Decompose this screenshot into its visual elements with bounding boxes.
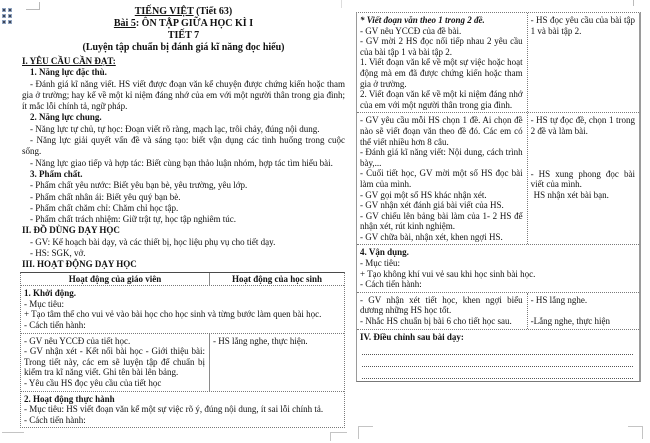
activity-table-page1 <box>20 272 345 429</box>
body-text <box>22 56 345 271</box>
text-line: - GV chữa bài, nhận xét, khen ngợi HS. <box>360 231 503 242</box>
text-line: - Mục tiêu: HS viết đoạn văn kể một sự việc rõ ý, đúng nội dung, ít sai lỗi chính tả. <box>24 404 324 415</box>
document-title-block <box>22 6 345 54</box>
text-line: - Cách tiến hành: <box>360 279 422 290</box>
handle-dot <box>8 14 12 18</box>
text-line: - GV mời 2 HS đọc nối tiếp nhau 2 yêu cầu của bài tập 1 và bài tập 2. <box>360 36 523 57</box>
text-line: - GV gọi một số HS khác nhận xét. <box>360 189 487 200</box>
text-line: 4. Vận dụng. <box>360 247 409 258</box>
handle-dot <box>8 20 12 24</box>
activity-table-page2 <box>356 12 641 382</box>
title-line-1 <box>22 6 345 18</box>
table-header-gv: Hoạt động của giáo viên <box>21 273 210 286</box>
text-line: - GV nêu YCCĐ của đề bài. <box>360 25 462 36</box>
gv-cell <box>357 13 528 112</box>
text-line: + Tạo không khí vui vẻ sau khi học sinh bài học. <box>360 268 536 279</box>
adjust-heading: IV. Điều chỉnh sau bài dạy: <box>360 332 464 343</box>
dotted-fill-line <box>362 343 633 355</box>
text-line: - Phẩm chất trách nhiệm: Giữ trật tự, học tập nghiêm túc. <box>30 214 236 225</box>
lesson-name: : ÔN TẬP GIỮA HỌC KÌ I <box>135 18 254 29</box>
title-line-3: TIẾT 7 <box>167 30 200 41</box>
text-line: HS nhận xét bài bạn. <box>533 189 609 200</box>
text-line: - HS tự đọc đề, chọn 1 trong 2 đề và làm bài. <box>530 115 635 136</box>
hs-cell <box>528 293 639 329</box>
text-line: - Cách tiến hành: <box>24 320 86 331</box>
text-line: III. HOẠT ĐỘNG DẠY HỌC <box>22 259 137 270</box>
table-row-main <box>21 333 344 391</box>
hs-cell <box>528 113 639 244</box>
text-line: - HS đọc yêu cầu của bài tập 1 và bài tập 2. <box>530 15 635 36</box>
text-line: - GV nhận xét tiết học, khen ngợi biểu dương những HS học tốt. <box>360 294 523 316</box>
crop-mark <box>628 426 643 439</box>
crop-mark <box>330 432 347 441</box>
merged-cell <box>357 245 639 291</box>
text-line: - HS lắng nghe. <box>530 294 588 305</box>
text-line: 2. Năng lực chung. <box>30 112 102 123</box>
merged-cell <box>21 392 344 428</box>
merged-cell <box>21 286 344 332</box>
text-line: - Đánh giá kĩ năng viết. HS viết được đoạn văn kể chuyện được chứng kiến hoặc tham gia ở trường; hay kể về một kỉ niệm đáng nhớ của em với một người thân trong gia đình; ít mắc lỗi chính tả, ngữ pháp. <box>22 78 345 112</box>
text-line: - Đánh giá kĩ năng viết: Nội dung, cách trình bày,... <box>360 147 523 168</box>
handle-dot <box>2 8 6 12</box>
text-line: 2. Hoạt động thực hành <box>24 393 115 404</box>
text-line: 2. Viết đoạn văn kể về một kỉ niệm đáng nhớ của em với một người thân trong gia đình. <box>360 89 523 110</box>
text-line: - HS: SGK, vở. <box>30 248 86 259</box>
text-line: I. YÊU CẦU CẦN ĐẠT: <box>22 56 116 66</box>
text-line: 1. Khởi động. <box>24 288 77 299</box>
text-line: - GV yêu cầu mỗi HS chọn 1 đề. Ai chọn đề nào sẽ viết đoạn văn theo đề đó. Các em có thể viết nhiều hơn 8 câu. <box>360 115 523 147</box>
text-line: - Yêu cầu HS đọc yêu cầu của tiết học <box>24 377 162 388</box>
text-line: - Phẩm chất yêu nước: Biết yêu bạn bè, yêu trường, yêu lớp. <box>30 180 248 191</box>
text-line: + Tạo tâm thế cho vui vẻ vào bài học cho học sinh và từng bước làm quen bài học. <box>24 309 322 320</box>
text-line: - Mục tiêu: <box>24 298 64 309</box>
text-line: -Lắng nghe, thực hiện <box>530 316 610 327</box>
hs-cell <box>210 334 344 391</box>
table-move-handle-icon[interactable] <box>2 8 14 26</box>
handle-dot <box>2 14 6 18</box>
handle-dot <box>2 20 6 24</box>
text-line: - GV nhận xét - Kết nối bài học - Giới thiệu bài: Trong tiết này, các em sẽ luyện tập để chuẩn bị kiểm tra kĩ năng viết. Ghi tên bài lên bảng. <box>24 346 205 378</box>
title-period: (Tiết 63) <box>193 6 233 17</box>
lesson-label: Bài 5 <box>113 18 136 29</box>
page-1 <box>22 6 345 428</box>
text-line: - Năng lực giải quyết vấn đề và sáng tạo: biết vận dụng các tình huống trong cuộc sống. <box>22 135 345 157</box>
text-line: * Viết đoạn văn theo 1 trong 2 đề. <box>360 15 485 25</box>
text-line: - GV: Kế hoạch bài dạy, và các thiết bị, học liệu phụ vụ cho tiết dạy. <box>30 236 276 247</box>
handle-dot <box>8 8 12 12</box>
text-line: - HS lắng nghe, thực hiện. <box>212 335 308 346</box>
crop-mark <box>633 0 634 6</box>
table-header-hs: Hoạt động của học sinh <box>231 273 322 284</box>
text-line: - Cuối tiết học, GV mời một số HS đọc bài làm của mình. <box>360 168 523 189</box>
gv-cell <box>357 113 528 244</box>
title-line-2 <box>22 18 345 30</box>
text-line: - Phẩm chất nhân ái: Biết yêu quý bạn bè. <box>30 191 181 202</box>
dotted-fill-line <box>362 355 633 367</box>
text-line: - Nhắc HS chuẩn bị bài 6 cho tiết học sau. <box>360 316 512 327</box>
text-line: - GV nêu YCCĐ của tiết học. <box>24 335 131 346</box>
text-line: 1. Năng lực đặc thù. <box>30 67 107 78</box>
gv-cell <box>21 334 210 391</box>
text-line: - Phẩm chất chăm chỉ: Chăm chỉ học tập. <box>30 202 179 213</box>
text-line: - Năng lực giao tiếp và hợp tác: Biết cùng bạn thảo luận nhóm, hợp tác tìm hiểu bài. <box>30 157 333 168</box>
table-row-assign <box>357 13 639 112</box>
table-row-apply <box>357 244 639 291</box>
title-subject: TIẾNG VIỆT <box>134 6 194 17</box>
title-line-4: (Luyện tập chuẩn bị đánh giá kĩ năng đọc hiểu) <box>82 42 285 53</box>
text-line: - GV nhận xét đánh giá bài viết của HS. <box>360 200 504 211</box>
table-row-intro <box>21 285 344 332</box>
table-row-work <box>357 112 639 244</box>
hs-cell <box>528 13 639 112</box>
text-line: 1. Viết đoạn văn kể về một sự việc hoặc hoạt động mà em đã được chứng kiến hoặc tham gia ở trường. <box>360 57 523 89</box>
crop-mark <box>2 432 24 441</box>
text-line: - GV chiếu lên bảng bài làm của 1- 2 HS để nhận xét, rút kinh nghiệm. <box>360 210 523 232</box>
text-line: II. ĐỒ DÙNG DẠY HỌC <box>22 225 120 236</box>
table-row-adjust <box>357 329 639 381</box>
text-line: - Cách tiến hành: <box>24 414 86 425</box>
dotted-fill-line <box>362 367 633 379</box>
text-line: - Năng lực tự chủ, tự học: Đoạn viết rõ ràng, mạch lạc, trôi chảy, đúng nội dung. <box>30 123 320 134</box>
table-row-practice <box>21 391 344 428</box>
table-header-row <box>21 273 344 286</box>
merged-cell <box>357 330 639 381</box>
table-row-close <box>357 292 639 329</box>
text-line: - HS xung phong đọc bài viết của mình. <box>530 168 635 190</box>
crop-mark <box>358 426 373 439</box>
text-line: 3. Phẩm chất. <box>30 168 83 179</box>
gv-cell <box>357 293 528 329</box>
text-line: - Mục tiêu: <box>360 258 400 269</box>
